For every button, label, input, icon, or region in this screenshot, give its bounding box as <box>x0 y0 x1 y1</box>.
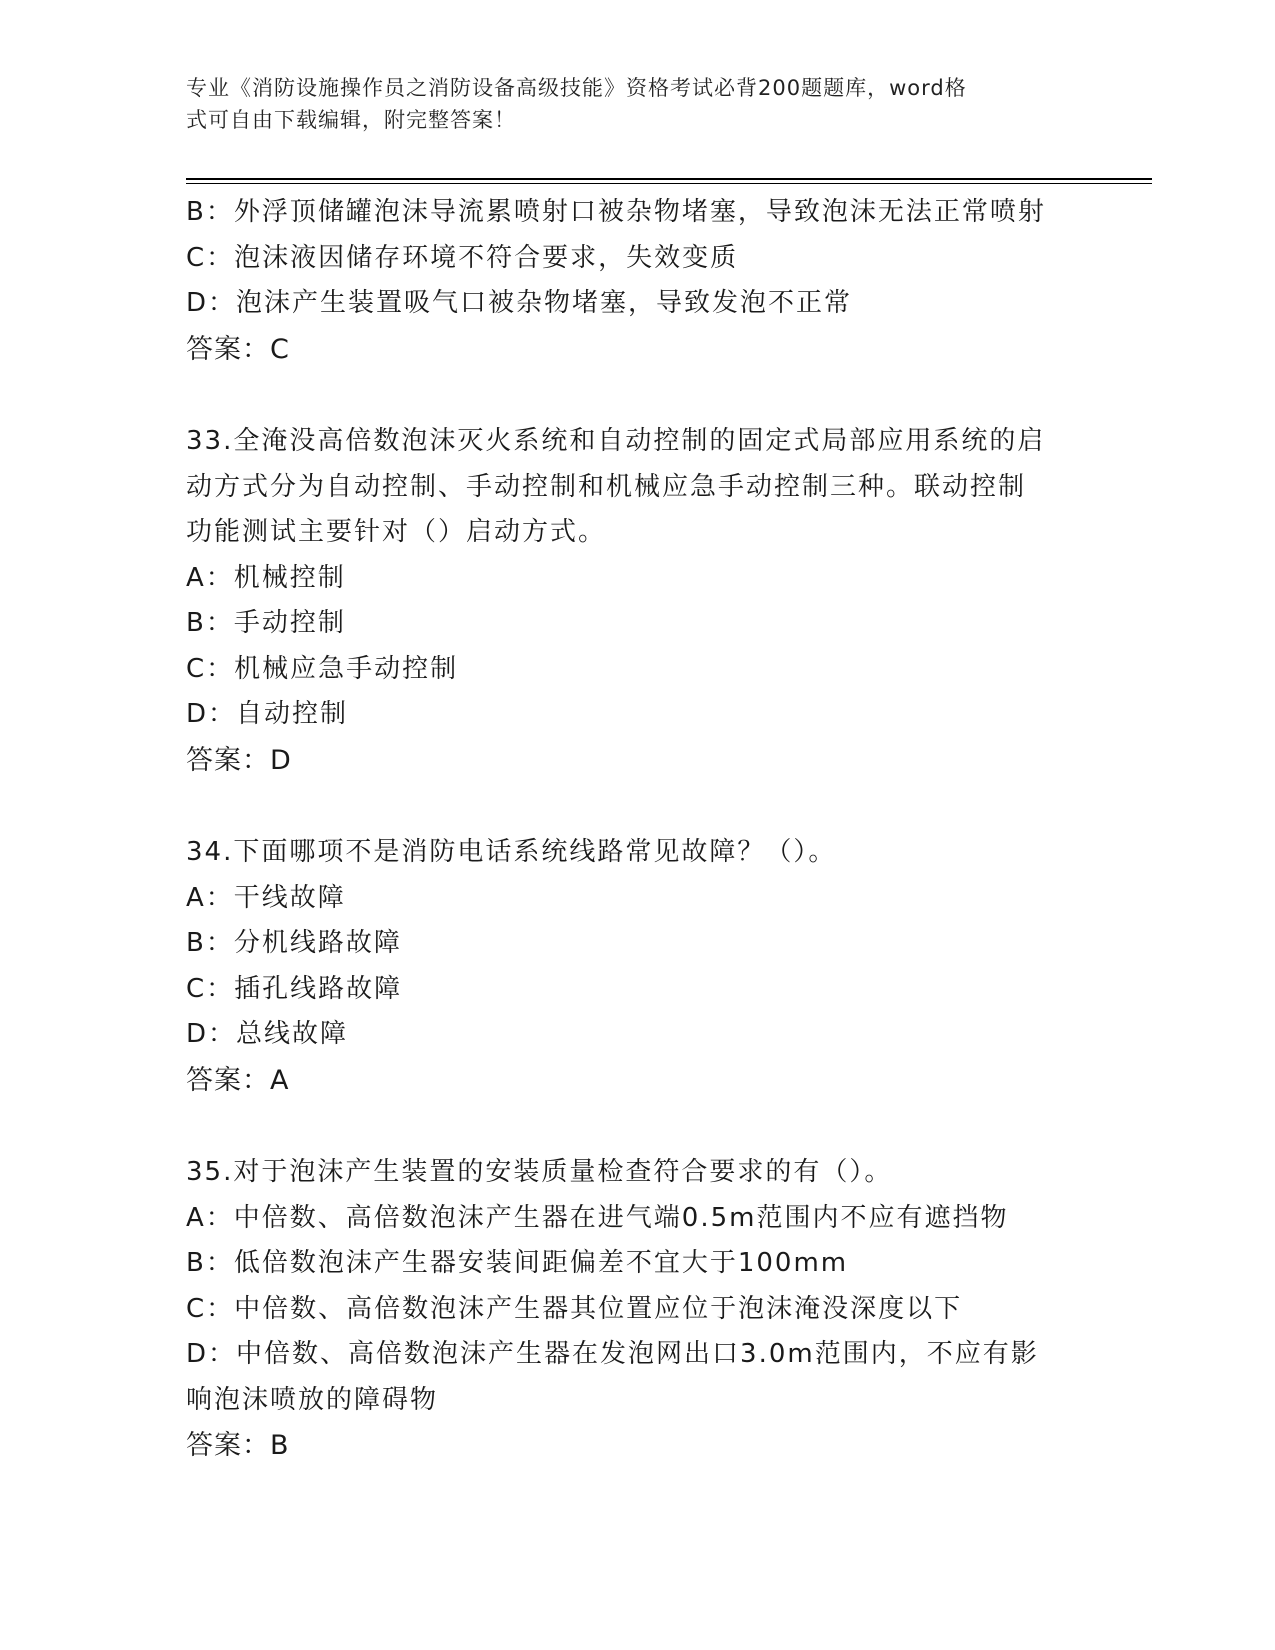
option-a: A：中倍数、高倍数泡沫产生器在进气端0.5m范围内不应有遮挡物 <box>186 1202 1009 1233</box>
option-a: A：机械控制 <box>186 562 346 593</box>
option-c: C：泡沫液因储存环境不符合要求，失效变质 <box>186 242 739 273</box>
option-c: C：插孔线路故障 <box>186 973 403 1004</box>
spacer <box>186 372 1086 419</box>
header-divider-thin <box>186 183 1152 184</box>
option-d: D：泡沫产生装置吸气口被杂物堵塞，导致发泡不正常 <box>186 288 853 318</box>
question-stem: 35.对于泡沫产生装置的安装质量检查符合要求的有（）。 <box>186 1157 893 1187</box>
option-b: B：低倍数泡沫产生器安装间距偏差不宜大于100mm <box>186 1248 849 1278</box>
question-stem: 34.下面哪项不是消防电话系统线路常见故障？（）。 <box>186 837 837 867</box>
spacer <box>186 1103 1086 1150</box>
question-block-35 <box>186 1150 1086 1469</box>
option-c: C：机械应急手动控制 <box>186 653 459 684</box>
option-b: B：分机线路故障 <box>186 928 402 958</box>
answer-line: 答案：A <box>186 1064 290 1096</box>
question-block-34 <box>186 830 1086 1103</box>
question-block-33 <box>186 419 1086 783</box>
spacer <box>186 783 1086 830</box>
header-divider-thick <box>186 178 1152 180</box>
option-d: D：总线故障 <box>186 1019 349 1049</box>
option-d: D：中倍数、高倍数泡沫产生器在发泡网出口3.0m范围内，不应有影 <box>186 1339 1039 1369</box>
document-body <box>186 190 1086 1469</box>
answer-line: 答案：B <box>186 1430 290 1461</box>
answer-line: 答案：D <box>186 744 292 776</box>
question-block-32-continued <box>186 190 1086 372</box>
question-stem: 33.全淹没高倍数泡沫灭火系统和自动控制的固定式局部应用系统的启 <box>186 426 1046 456</box>
option-d-continued: 响泡沫喷放的障碍物 <box>186 1384 439 1415</box>
option-c: C：中倍数、高倍数泡沫产生器其位置应位于泡沫淹没深度以下 <box>186 1293 963 1324</box>
option-d: D：自动控制 <box>186 699 349 729</box>
option-b: B：外浮顶储罐泡沫导流累喷射口被杂物堵塞，导致泡沫无法正常喷射 <box>186 197 1046 227</box>
header-line-1: 专业《消防设施操作员之消防设备高级技能》资格考试必背200题题库，word格 <box>186 76 967 100</box>
header-line-2: 式可自由下载编辑，附完整答案！ <box>186 108 516 132</box>
question-stem: 功能测试主要针对（）启动方式。 <box>186 517 607 547</box>
option-a: A：干线故障 <box>186 882 346 913</box>
document-header <box>186 72 1066 136</box>
option-b: B：手动控制 <box>186 608 346 638</box>
question-stem: 动方式分为自动控制、手动控制和机械应急手动控制三种。联动控制 <box>186 471 1027 502</box>
answer-line: 答案：C <box>186 333 290 365</box>
